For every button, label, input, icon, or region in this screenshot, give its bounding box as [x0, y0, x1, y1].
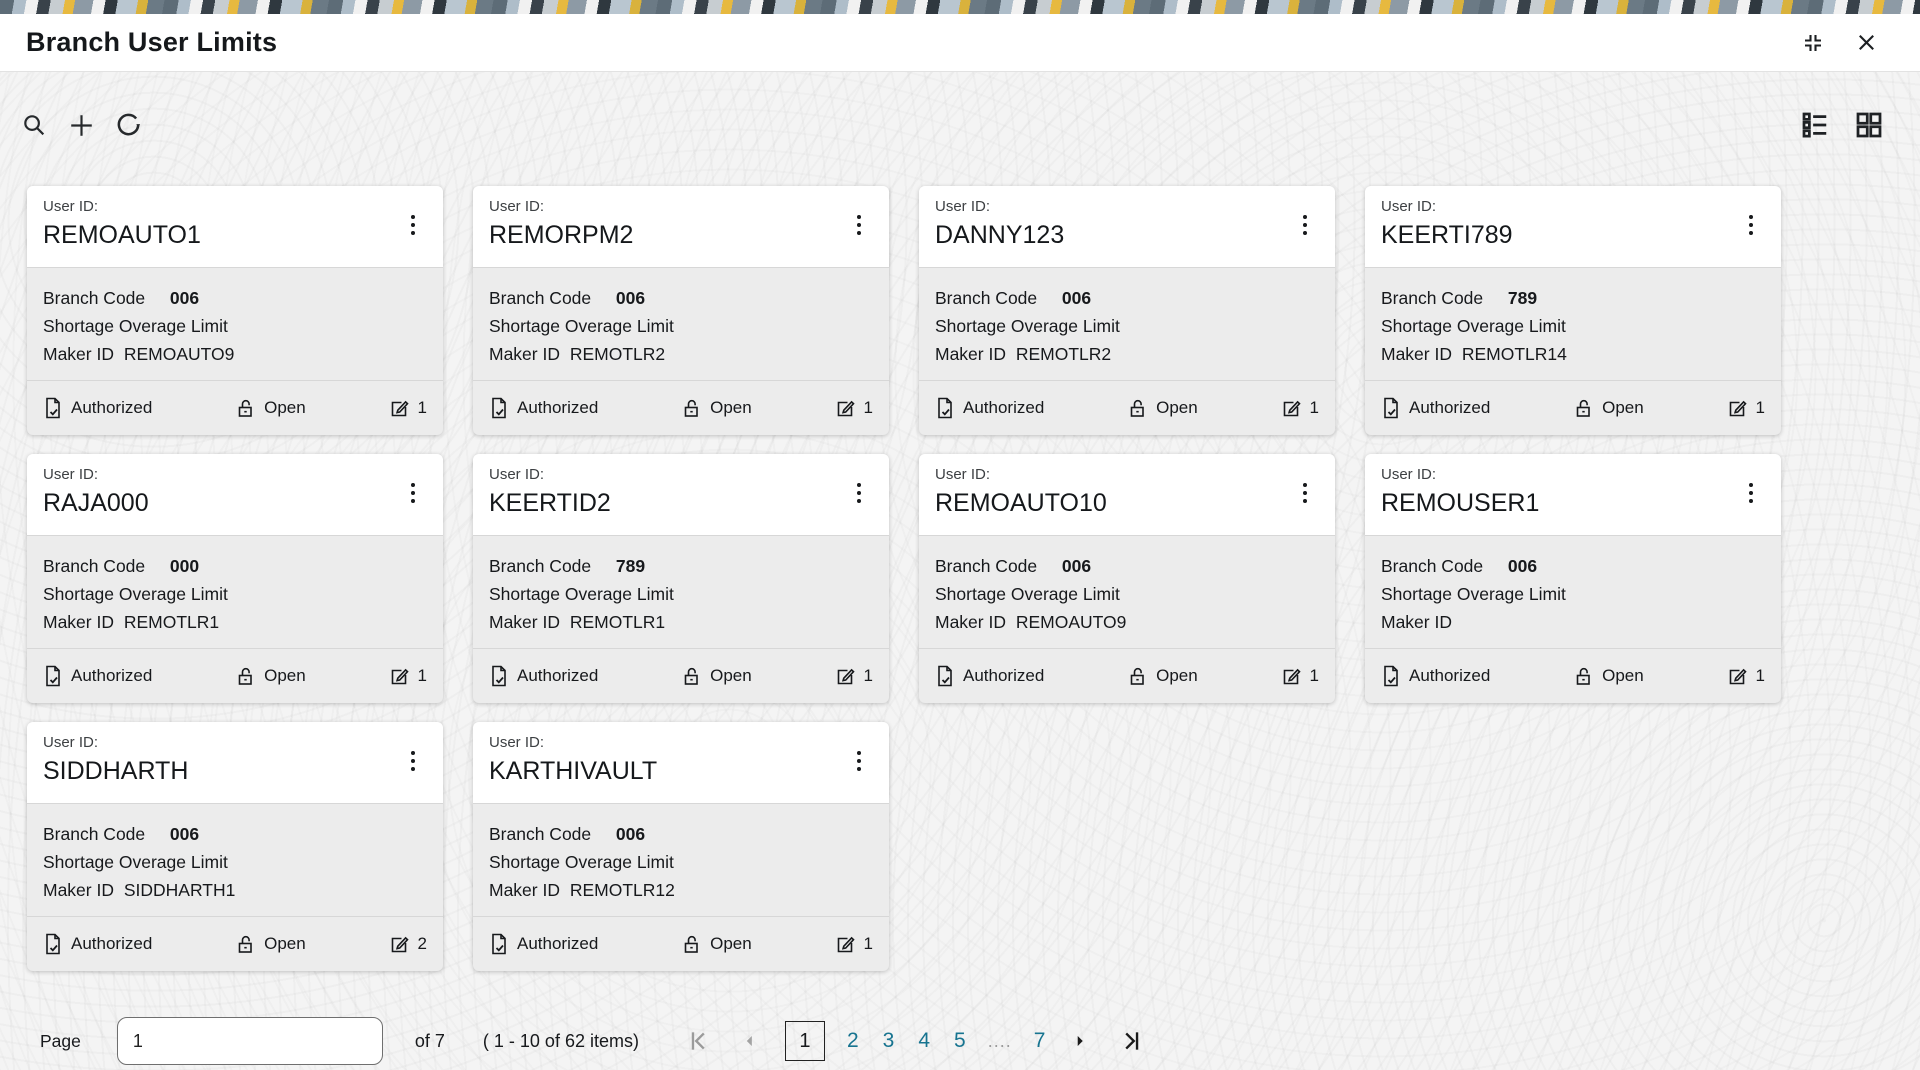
branch-code-label: Branch Code — [43, 824, 146, 844]
user-id-label: User ID: — [1381, 198, 1437, 215]
maker-id-value: REMOTLR14 — [1461, 344, 1567, 364]
card-footer — [919, 381, 1335, 435]
modification-count — [1727, 666, 1765, 687]
maker-id-value: REMOTLR12 — [569, 880, 675, 900]
card-body — [919, 536, 1335, 649]
unlock-icon — [681, 398, 702, 419]
branch-code-label: Branch Code — [43, 288, 146, 308]
edit-icon — [1281, 398, 1302, 419]
user-limit-card[interactable] — [919, 454, 1335, 703]
user-id-label: User ID: — [935, 198, 991, 215]
user-id-value: REMOUSER1 — [1381, 489, 1540, 517]
modification-count — [835, 934, 873, 955]
card-header — [27, 186, 443, 268]
branch-code-label: Branch Code — [935, 288, 1038, 308]
previous-page-button[interactable] — [737, 1028, 763, 1054]
card-footer — [1365, 649, 1781, 703]
maker-id-value: REMOTLR2 — [1015, 344, 1112, 364]
record-status-text: Open — [710, 666, 752, 685]
user-limit-card[interactable] — [473, 722, 889, 971]
record-status — [1127, 398, 1198, 419]
authorization-status-text: Authorized — [963, 666, 1045, 685]
maker-id-value: REMOAUTO9 — [123, 344, 235, 364]
limit-type-label: Shortage Overage Limit — [935, 584, 1120, 604]
authorization-status — [489, 933, 598, 955]
card-body — [1365, 268, 1781, 381]
branch-code-value: 006 — [1061, 288, 1092, 308]
authorized-icon — [935, 397, 955, 419]
first-page-icon — [687, 1028, 713, 1054]
pagination-bar — [0, 1017, 1920, 1065]
limit-type-label: Shortage Overage Limit — [489, 852, 674, 872]
record-status-text: Open — [1602, 666, 1644, 685]
search-icon — [20, 111, 49, 140]
modification-count — [1281, 398, 1319, 419]
authorization-status — [43, 665, 152, 687]
card-actions-menu-button[interactable] — [843, 206, 875, 244]
user-limit-card[interactable] — [1365, 186, 1781, 435]
user-id-value: REMORPM2 — [489, 221, 634, 249]
view-toggle — [1798, 108, 1886, 142]
kebab-menu-icon — [849, 212, 869, 238]
kebab-menu-icon — [403, 748, 423, 774]
branch-code-value: 006 — [1061, 556, 1092, 576]
kebab-menu-icon — [1741, 480, 1761, 506]
card-footer — [473, 381, 889, 435]
modification-count — [1727, 398, 1765, 419]
user-limit-card[interactable] — [27, 722, 443, 971]
modification-count — [389, 666, 427, 687]
authorization-status-text: Authorized — [71, 666, 153, 685]
record-status — [681, 934, 752, 955]
card-body — [27, 804, 443, 917]
modification-count-value: 1 — [863, 934, 873, 953]
record-status-text: Open — [264, 666, 306, 685]
limit-type-label: Shortage Overage Limit — [43, 584, 228, 604]
card-actions-menu-button[interactable] — [397, 206, 429, 244]
authorized-icon — [489, 397, 509, 419]
grid-view-button[interactable] — [1852, 108, 1886, 142]
maker-id-value: REMOTLR1 — [569, 612, 666, 632]
maker-id-value: REMOTLR2 — [569, 344, 666, 364]
edit-icon — [835, 934, 856, 955]
toolbar — [0, 72, 1920, 142]
edit-icon — [389, 666, 410, 687]
edit-icon — [1727, 398, 1748, 419]
modification-count-value: 2 — [417, 934, 427, 953]
branch-code-label: Branch Code — [1381, 288, 1484, 308]
modification-count-value: 1 — [1309, 398, 1319, 417]
modification-count-value: 1 — [1755, 666, 1765, 685]
card-footer — [919, 649, 1335, 703]
authorization-status-text: Authorized — [1409, 666, 1491, 685]
limit-type-label: Shortage Overage Limit — [43, 852, 228, 872]
branch-code-label: Branch Code — [489, 556, 592, 576]
window-controls — [1799, 29, 1880, 57]
card-actions-menu-button[interactable] — [1289, 474, 1321, 512]
branch-code-label: Branch Code — [43, 556, 146, 576]
unlock-icon — [681, 934, 702, 955]
current-page[interactable]: 1 — [785, 1021, 825, 1061]
user-id-value: KARTHIVAULT — [489, 757, 658, 785]
authorization-status-text: Authorized — [71, 934, 153, 953]
card-footer — [1365, 381, 1781, 435]
branch-code-value: 000 — [169, 556, 200, 576]
kebab-menu-icon — [403, 212, 423, 238]
modification-count — [1281, 666, 1319, 687]
modification-count-value: 1 — [863, 666, 873, 685]
limit-type-label: Shortage Overage Limit — [489, 316, 674, 336]
modification-count-value: 1 — [1755, 398, 1765, 417]
titlebar — [0, 14, 1920, 72]
card-header — [473, 722, 889, 804]
branch-code-label: Branch Code — [489, 288, 592, 308]
record-status-text: Open — [1156, 666, 1198, 685]
previous-page-icon — [739, 1030, 761, 1052]
next-page-button[interactable] — [1067, 1028, 1093, 1054]
card-actions-menu-button[interactable] — [397, 742, 429, 780]
kebab-menu-icon — [1741, 212, 1761, 238]
card-body — [919, 268, 1335, 381]
card-footer — [27, 381, 443, 435]
unlock-icon — [1127, 666, 1148, 687]
edit-icon — [389, 934, 410, 955]
card-actions-menu-button[interactable] — [1289, 206, 1321, 244]
card-body — [27, 268, 443, 381]
user-limit-card[interactable] — [1365, 454, 1781, 703]
maker-id-label: Maker ID — [1381, 612, 1452, 632]
refresh-icon — [114, 111, 143, 140]
page-number-input[interactable] — [117, 1017, 383, 1065]
user-id-label: User ID: — [43, 466, 99, 483]
card-body — [473, 268, 889, 381]
items-summary: ( 1 - 10 of 62 items) — [482, 1030, 639, 1051]
page-ellipsis: .... — [987, 1030, 1012, 1051]
card-body — [473, 536, 889, 649]
maker-id-label: Maker ID — [1381, 344, 1452, 364]
maker-id-value: REMOAUTO9 — [1015, 612, 1127, 632]
branch-code-value: 006 — [169, 824, 200, 844]
card-actions-menu-button[interactable] — [843, 742, 875, 780]
refresh-button[interactable] — [112, 109, 145, 142]
edit-icon — [389, 398, 410, 419]
pager-controls — [685, 1021, 1145, 1061]
edit-icon — [835, 666, 856, 687]
user-limit-card[interactable] — [919, 186, 1335, 435]
card-body — [473, 804, 889, 917]
kebab-menu-icon — [1295, 212, 1315, 238]
page-label: Page — [40, 1030, 81, 1051]
user-id-value: SIDDHARTH — [43, 757, 189, 785]
edit-icon — [1727, 666, 1748, 687]
branch-code-label: Branch Code — [1381, 556, 1484, 576]
kebab-menu-icon — [849, 480, 869, 506]
user-id-label: User ID: — [935, 466, 991, 483]
unlock-icon — [1573, 666, 1594, 687]
modification-count-value: 1 — [863, 398, 873, 417]
card-header — [27, 454, 443, 536]
record-status — [681, 398, 752, 419]
maker-id-label: Maker ID — [489, 344, 560, 364]
modification-count-value: 1 — [417, 666, 427, 685]
authorized-icon — [1381, 665, 1401, 687]
authorization-status-text: Authorized — [963, 398, 1045, 417]
unlock-icon — [1127, 398, 1148, 419]
authorization-status — [1381, 665, 1490, 687]
authorization-status — [1381, 397, 1490, 419]
branch-code-value: 006 — [615, 824, 646, 844]
close-icon — [1855, 31, 1878, 54]
last-page-button[interactable] — [1115, 1026, 1145, 1056]
limit-type-label: Shortage Overage Limit — [489, 584, 674, 604]
maker-id-value: SIDDHARTH1 — [123, 880, 236, 900]
modification-count — [389, 934, 427, 955]
add-icon — [67, 111, 96, 140]
user-id-label: User ID: — [43, 734, 99, 751]
user-limit-card[interactable] — [473, 186, 889, 435]
unlock-icon — [681, 666, 702, 687]
user-id-label: User ID: — [489, 734, 545, 751]
authorization-status-text: Authorized — [517, 398, 599, 417]
search-button[interactable] — [18, 109, 51, 142]
branch-code-label: Branch Code — [489, 824, 592, 844]
grid-view-icon — [1854, 110, 1884, 140]
kebab-menu-icon — [1295, 480, 1315, 506]
authorization-status — [43, 933, 152, 955]
cards-grid — [0, 142, 1920, 971]
branch-code-value: 789 — [615, 556, 646, 576]
maker-id-label: Maker ID — [43, 612, 114, 632]
main-content — [0, 72, 1920, 1070]
card-actions-menu-button[interactable] — [1735, 206, 1767, 244]
user-id-value: KEERTI789 — [1381, 221, 1513, 249]
authorized-icon — [489, 665, 509, 687]
edit-icon — [1281, 666, 1302, 687]
record-status-text: Open — [710, 398, 752, 417]
card-header — [919, 186, 1335, 268]
user-id-label: User ID: — [43, 198, 99, 215]
total-pages-label: of 7 — [414, 1030, 445, 1051]
last-page-icon — [1117, 1028, 1143, 1054]
authorized-icon — [935, 665, 955, 687]
record-status — [681, 666, 752, 687]
card-actions-menu-button[interactable] — [397, 474, 429, 512]
toolbar-actions — [18, 109, 145, 142]
authorization-status-text: Authorized — [1409, 398, 1491, 417]
branch-code-value: 006 — [615, 288, 646, 308]
unlock-icon — [235, 934, 256, 955]
user-limit-card[interactable] — [473, 454, 889, 703]
kebab-menu-icon — [403, 480, 423, 506]
limit-type-label: Shortage Overage Limit — [1381, 316, 1566, 336]
authorized-icon — [1381, 397, 1401, 419]
authorization-status-text: Authorized — [517, 934, 599, 953]
record-status-text: Open — [710, 934, 752, 953]
list-view-icon — [1800, 110, 1830, 140]
record-status — [1573, 398, 1644, 419]
authorization-status — [935, 397, 1044, 419]
record-status-text: Open — [264, 398, 306, 417]
unlock-icon — [235, 398, 256, 419]
user-id-value: KEERTID2 — [489, 489, 611, 517]
modification-count — [835, 666, 873, 687]
authorization-status — [489, 397, 598, 419]
page-link-5[interactable]: 5 — [954, 1029, 966, 1052]
user-id-label: User ID: — [489, 198, 545, 215]
modification-count — [389, 398, 427, 419]
card-footer — [473, 917, 889, 971]
user-limit-card[interactable] — [27, 186, 443, 435]
modification-count-value: 1 — [1309, 666, 1319, 685]
maker-id-label: Maker ID — [935, 612, 1006, 632]
card-header — [1365, 454, 1781, 536]
kebab-menu-icon — [849, 748, 869, 774]
card-header — [27, 722, 443, 804]
record-status-text: Open — [264, 934, 306, 953]
record-status — [235, 398, 306, 419]
user-id-value: REMOAUTO1 — [43, 221, 201, 249]
collapse-button[interactable] — [1799, 29, 1827, 57]
user-limit-card[interactable] — [27, 454, 443, 703]
unlock-icon — [235, 666, 256, 687]
add-button[interactable] — [65, 109, 98, 142]
modification-count — [835, 398, 873, 419]
limit-type-label: Shortage Overage Limit — [935, 316, 1120, 336]
authorized-icon — [43, 665, 63, 687]
maker-id-value: REMOTLR1 — [123, 612, 220, 632]
user-id-label: User ID: — [489, 466, 545, 483]
authorized-icon — [489, 933, 509, 955]
record-status-text: Open — [1602, 398, 1644, 417]
edit-icon — [835, 398, 856, 419]
branch-code-value: 006 — [169, 288, 200, 308]
card-body — [27, 536, 443, 649]
limit-type-label: Shortage Overage Limit — [1381, 584, 1566, 604]
maker-id-label: Maker ID — [43, 344, 114, 364]
modification-count-value: 1 — [417, 398, 427, 417]
user-id-value: REMOAUTO10 — [935, 489, 1107, 517]
record-status — [235, 934, 306, 955]
user-id-value: DANNY123 — [935, 221, 1065, 249]
authorized-icon — [43, 933, 63, 955]
authorization-status — [489, 665, 598, 687]
card-header — [473, 454, 889, 536]
page-link-3[interactable]: 3 — [882, 1029, 895, 1052]
decorative-banner-strip — [0, 0, 1920, 14]
list-view-button[interactable] — [1798, 108, 1832, 142]
card-header — [1365, 186, 1781, 268]
card-footer — [27, 649, 443, 703]
page-links — [847, 1029, 966, 1053]
authorization-status-text: Authorized — [71, 398, 153, 417]
maker-id-label: Maker ID — [489, 612, 560, 632]
authorization-status — [935, 665, 1044, 687]
maker-id-label: Maker ID — [43, 880, 114, 900]
card-header — [919, 454, 1335, 536]
record-status — [235, 666, 306, 687]
card-actions-menu-button[interactable] — [843, 474, 875, 512]
branch-code-label: Branch Code — [935, 556, 1038, 576]
close-button[interactable] — [1853, 29, 1880, 56]
card-footer — [27, 917, 443, 971]
card-header — [473, 186, 889, 268]
maker-id-label: Maker ID — [489, 880, 560, 900]
page-title: Branch User Limits — [26, 27, 278, 57]
record-status — [1127, 666, 1198, 687]
unlock-icon — [1573, 398, 1594, 419]
card-actions-menu-button[interactable] — [1735, 474, 1767, 512]
card-footer — [473, 649, 889, 703]
record-status-text: Open — [1156, 398, 1198, 417]
user-id-value: RAJA000 — [43, 489, 149, 517]
card-body — [1365, 536, 1781, 649]
first-page-button[interactable] — [685, 1026, 715, 1056]
authorized-icon — [43, 397, 63, 419]
collapse-icon — [1801, 31, 1825, 55]
authorization-status — [43, 397, 152, 419]
maker-id-label: Maker ID — [935, 344, 1006, 364]
record-status — [1573, 666, 1644, 687]
limit-type-label: Shortage Overage Limit — [43, 316, 228, 336]
branch-code-value: 789 — [1507, 288, 1538, 308]
user-id-label: User ID: — [1381, 466, 1437, 483]
page-link-2[interactable]: 2 — [846, 1029, 859, 1052]
branch-code-value: 006 — [1507, 556, 1538, 576]
page-link-4[interactable]: 4 — [918, 1029, 931, 1052]
page-link-last[interactable]: 7 — [1033, 1029, 1046, 1052]
next-page-icon — [1069, 1030, 1091, 1052]
authorization-status-text: Authorized — [517, 666, 599, 685]
